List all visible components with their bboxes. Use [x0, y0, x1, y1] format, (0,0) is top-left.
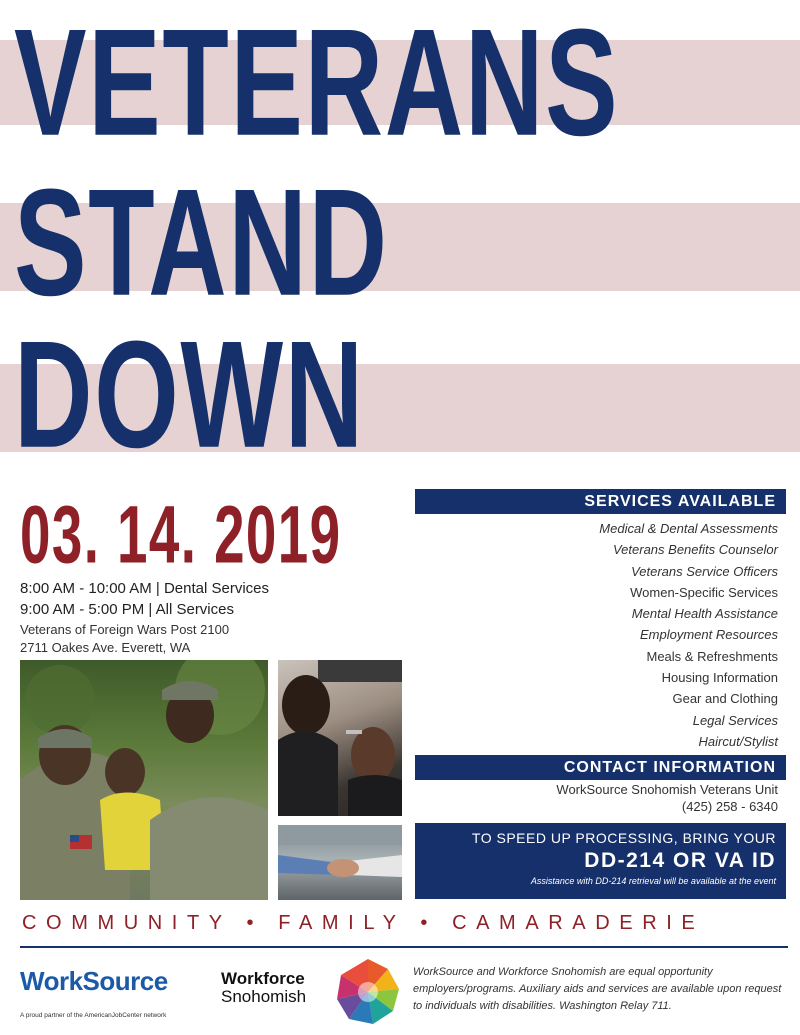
footer-divider — [20, 946, 788, 948]
service-item: Housing Information — [661, 670, 778, 686]
event-date: 03. 14. 2019 — [20, 489, 342, 581]
service-item: Women-Specific Services — [630, 584, 778, 600]
contact-heading: CONTACT INFORMATION — [415, 755, 786, 780]
barber-photo — [278, 660, 402, 816]
geometric-logo-icon — [333, 957, 403, 1027]
headline-down: DOWN — [14, 309, 365, 480]
venue-address: 2711 Oakes Ave. Everett, WA — [20, 640, 191, 655]
workforce-snohomish-logo — [221, 970, 331, 1006]
equal-opportunity-disclaimer: WorkSource and Workforce Snohomish are equal opportunity employers/programs. Auxiliary aids and services are available upon request to individuals with disabilities. Washington Relay 711. — [413, 966, 782, 1012]
workforce-logo-line1: Workforce — [221, 969, 305, 988]
id-reminder-box — [415, 823, 786, 899]
headline-veterans: VETERANS — [14, 0, 620, 168]
service-item: Legal Services — [692, 712, 778, 728]
family-photo — [20, 660, 268, 900]
tagline: COMMUNITY • FAMILY • CAMARADERIE — [22, 912, 705, 934]
headline-stand: STAND — [14, 157, 389, 328]
id-reminder-intro: TO SPEED UP PROCESSING, BRING YOUR — [471, 830, 776, 846]
dental-hours: 8:00 AM - 10:00 AM | Dental Services — [20, 580, 270, 597]
workforce-logo-line2: Snohomish — [221, 987, 307, 1006]
service-item: Veterans Benefits Counselor — [612, 542, 778, 558]
contact-org: WorkSource Snohomish Veterans Unit — [556, 782, 778, 797]
service-item: Employment Resources — [640, 627, 778, 643]
worksource-logo: WorkSource — [20, 966, 168, 996]
id-reminder-note: Assistance with DD-214 retrieval will be available at the event — [530, 876, 776, 886]
service-item: Haircut/Stylist — [698, 733, 778, 749]
service-item: Medical & Dental Assessments — [599, 521, 778, 536]
service-item: Gear and Clothing — [672, 691, 778, 707]
id-reminder-documents: DD-214 OR VA ID — [584, 849, 776, 872]
all-services-hours: 9:00 AM - 5:00 PM | All Services — [20, 601, 234, 618]
service-item: Meals & Refreshments — [646, 648, 778, 664]
services-list — [420, 518, 778, 752]
contact-phone: (425) 258 - 6340 — [681, 799, 778, 814]
services-heading: SERVICES AVAILABLE — [415, 489, 786, 514]
service-item: Mental Health Assistance — [631, 606, 778, 622]
worksource-partner-note: A proud partner of the AmericanJobCenter network — [20, 1012, 167, 1019]
service-item: Veterans Service Officers — [631, 563, 778, 579]
contact-info — [420, 781, 778, 815]
venue-name: Veterans of Foreign Wars Post 2100 — [20, 622, 230, 637]
handshake-photo — [278, 825, 402, 900]
